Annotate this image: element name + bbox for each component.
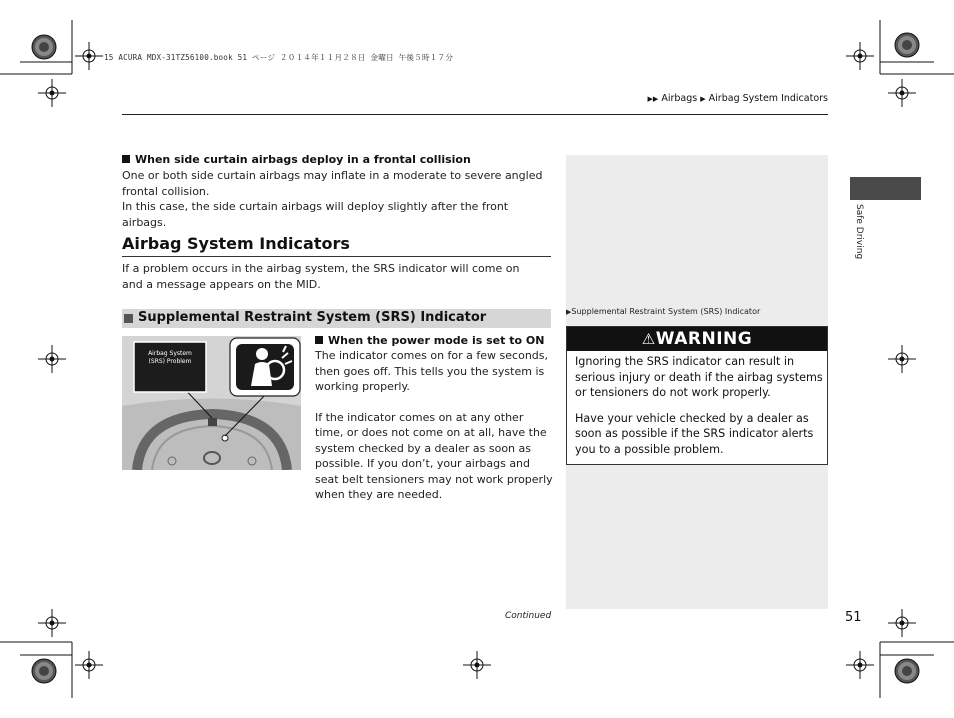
dashboard-illustration	[122, 336, 301, 470]
section-intro: If a problem occurs in the airbag system, the SRS indicator will come on and a message appears on the MID.	[122, 262, 520, 291]
continued-label: Continued	[505, 611, 552, 621]
print-header: 15 ACURA MDX-31TZ56100.book 51 ページ ２０１４年１１月２８日 金曜日 午後５時１７分	[104, 53, 454, 62]
power-mode-para1: The indicator comes on for a few seconds, then goes off. This tells you the system is working properly.	[315, 349, 549, 393]
side-curtain-text	[122, 168, 554, 230]
side-curtain-para1: One or both side curtain airbags may inflate in a moderate to severe angled frontal collision.	[122, 169, 543, 198]
side-note-label: ▶Supplemental Restraint System (SRS) Indicator	[566, 307, 761, 316]
section-title: Airbag System Indicators	[122, 234, 350, 253]
subsection-bar	[122, 309, 551, 328]
warning-para2: Have your vehicle checked by a dealer as soon as possible if the SRS indicator alerts you to a possible problem.	[575, 411, 814, 456]
power-mode-para2: If the indicator comes on at any other time, or does not come on at all, have the system checked by a dealer as soon as possible. If you don’t, your airbags and seat belt tensioners may not work properly when they are needed.	[315, 410, 553, 501]
warning-body	[575, 354, 823, 467]
chapter-tab[interactable]	[850, 177, 921, 200]
note-arrow-icon: ▶	[566, 308, 572, 316]
warning-para1: Ignoring the SRS indicator can result in serious injury or death if the airbag systems or tensioners do not work properly.	[575, 355, 823, 399]
arrow-icon: ▶	[700, 95, 706, 103]
warning-header: ⚠WARNING	[567, 327, 827, 351]
breadcrumb	[648, 93, 828, 104]
breadcrumb-item-airbags[interactable]: Airbags	[661, 93, 698, 104]
side-curtain-heading: When side curtain airbags deploy in a frontal collision	[122, 153, 471, 166]
section-title-rule	[122, 256, 551, 257]
bullet-square-icon	[315, 336, 323, 344]
double-arrow-icon: ▶▶	[647, 95, 659, 103]
bullet-square-icon	[124, 314, 133, 323]
srs-display-line2: (SRS) Problem	[148, 358, 192, 365]
chapter-tab-label: Safe Driving	[854, 204, 864, 260]
srs-display-line1: Airbag System	[148, 350, 192, 357]
warning-box	[566, 326, 828, 465]
srs-display	[134, 350, 206, 366]
warning-triangle-icon: ⚠	[641, 330, 656, 348]
side-curtain-para2: In this case, the side curtain airbags will deploy slightly after the front airbags.	[122, 200, 509, 229]
bullet-square-icon	[122, 155, 130, 163]
page-number: 51	[845, 610, 862, 625]
breadcrumb-item-indicators[interactable]: Airbag System Indicators	[708, 93, 828, 104]
power-mode-heading: When the power mode is set to ON	[315, 334, 544, 347]
power-mode-text	[315, 348, 555, 503]
header-rule	[122, 114, 828, 115]
subsection-title: Supplemental Restraint System (SRS) Indicator	[138, 310, 487, 325]
